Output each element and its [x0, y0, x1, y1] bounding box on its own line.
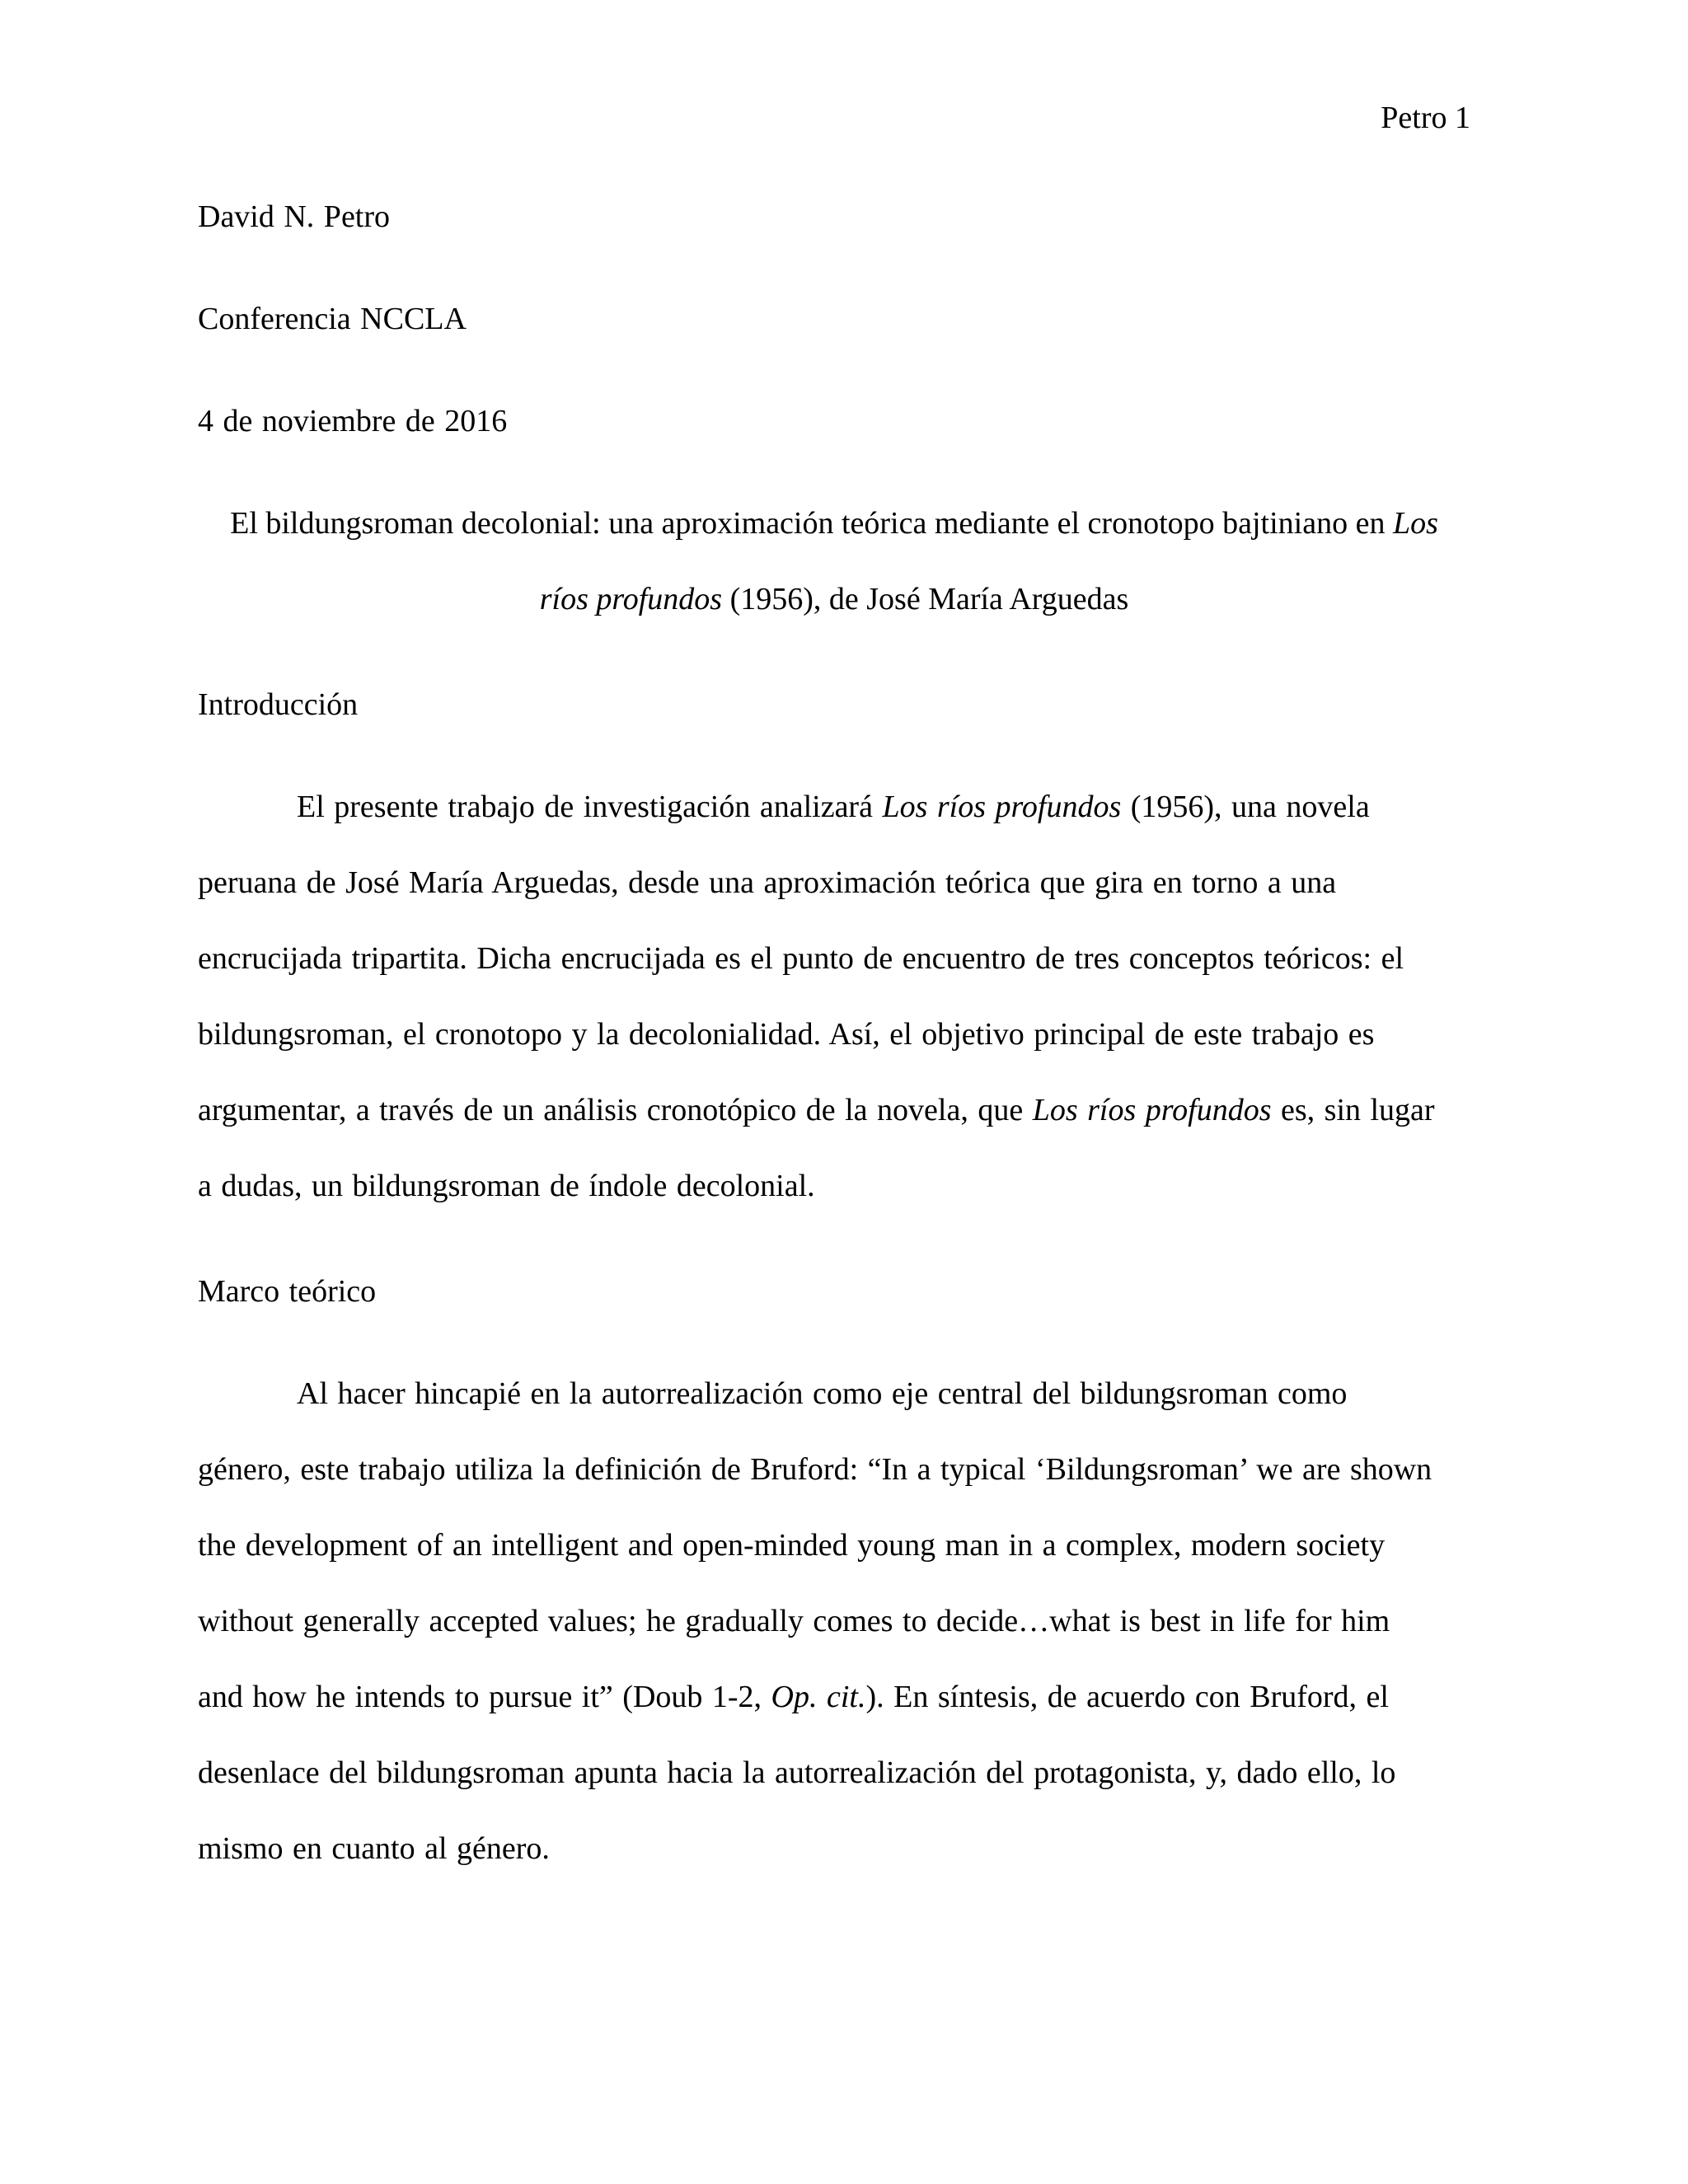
- marco-line-4: without generally accepted values; he gradually comes to decide…what is best in life for him: [198, 1604, 1390, 1638]
- marco-line-1: Al hacer hincapié en la autorrealización como eje central del bildungsroman como: [297, 1376, 1348, 1411]
- title-main-text: El bildungsroman decolonial: una aproximación teórica mediante el cronotopo bajtiniano en: [230, 506, 1386, 541]
- intro-text: (1956), una novela: [1130, 790, 1370, 824]
- intro-line-4: bildungsroman, el cronotopo y la decolonialidad. Así, el objetivo principal de este trabajo es: [198, 1017, 1375, 1052]
- intro-text: argumentar, a través de un análisis cronotópico de la novela, que: [198, 1093, 1024, 1127]
- title-italic-los: Los: [1392, 506, 1438, 541]
- course-name: Conferencia NCCLA: [198, 302, 467, 336]
- marco-line-6: desenlace del bildungsroman apunta hacia la autorrealización del protagonista, y, dado ello, lo: [198, 1755, 1396, 1790]
- intro-text: El presente trabajo de investigación analizará: [297, 790, 873, 824]
- marco-line-2: género, este trabajo utiliza la definición de Bruford: “In a typical ‘Bildungsroman’ we are shown: [198, 1452, 1432, 1487]
- intro-italic-title: Los ríos profundos: [882, 790, 1122, 824]
- marco-line-3: the development of an intelligent and open-minded young man in a complex, modern society: [198, 1528, 1386, 1563]
- intro-text: es, sin lugar: [1281, 1093, 1435, 1127]
- title-line-2: [198, 580, 1470, 618]
- title-line-1: [198, 504, 1470, 542]
- title-italic-rios: ríos profundos: [539, 582, 723, 616]
- marco-line-7: mismo en cuanto al género.: [198, 1831, 550, 1866]
- date-line: 4 de noviembre de 2016: [198, 404, 508, 438]
- marco-italic-citation: Op. cit.: [771, 1680, 866, 1714]
- intro-line-5: [198, 1091, 1435, 1129]
- intro-line-6: a dudas, un bildungsroman de índole decolonial.: [198, 1169, 815, 1203]
- marco-line-5: [198, 1678, 1389, 1716]
- intro-line-2: peruana de José María Arguedas, desde una aproximación teórica que gira en torno a una: [198, 865, 1337, 900]
- marco-text: ). En síntesis, de acuerdo con Bruford, el: [865, 1680, 1389, 1714]
- title-rest-text: (1956), de José María Arguedas: [729, 582, 1129, 616]
- intro-line-1: [297, 788, 1370, 826]
- intro-line-3: encrucijada tripartita. Dicha encrucijada es el punto de encuentro de tres conceptos teóricos: el: [198, 941, 1404, 976]
- author-name: David N. Petro: [198, 199, 391, 234]
- section-heading-introduccion: Introducción: [198, 687, 359, 722]
- running-head: Petro 1: [1381, 101, 1470, 135]
- marco-text: and how he intends to pursue it” (Doub 1-2,: [198, 1680, 762, 1714]
- intro-italic-title: Los ríos profundos: [1032, 1093, 1272, 1127]
- section-heading-marco-teorico: Marco teórico: [198, 1274, 377, 1309]
